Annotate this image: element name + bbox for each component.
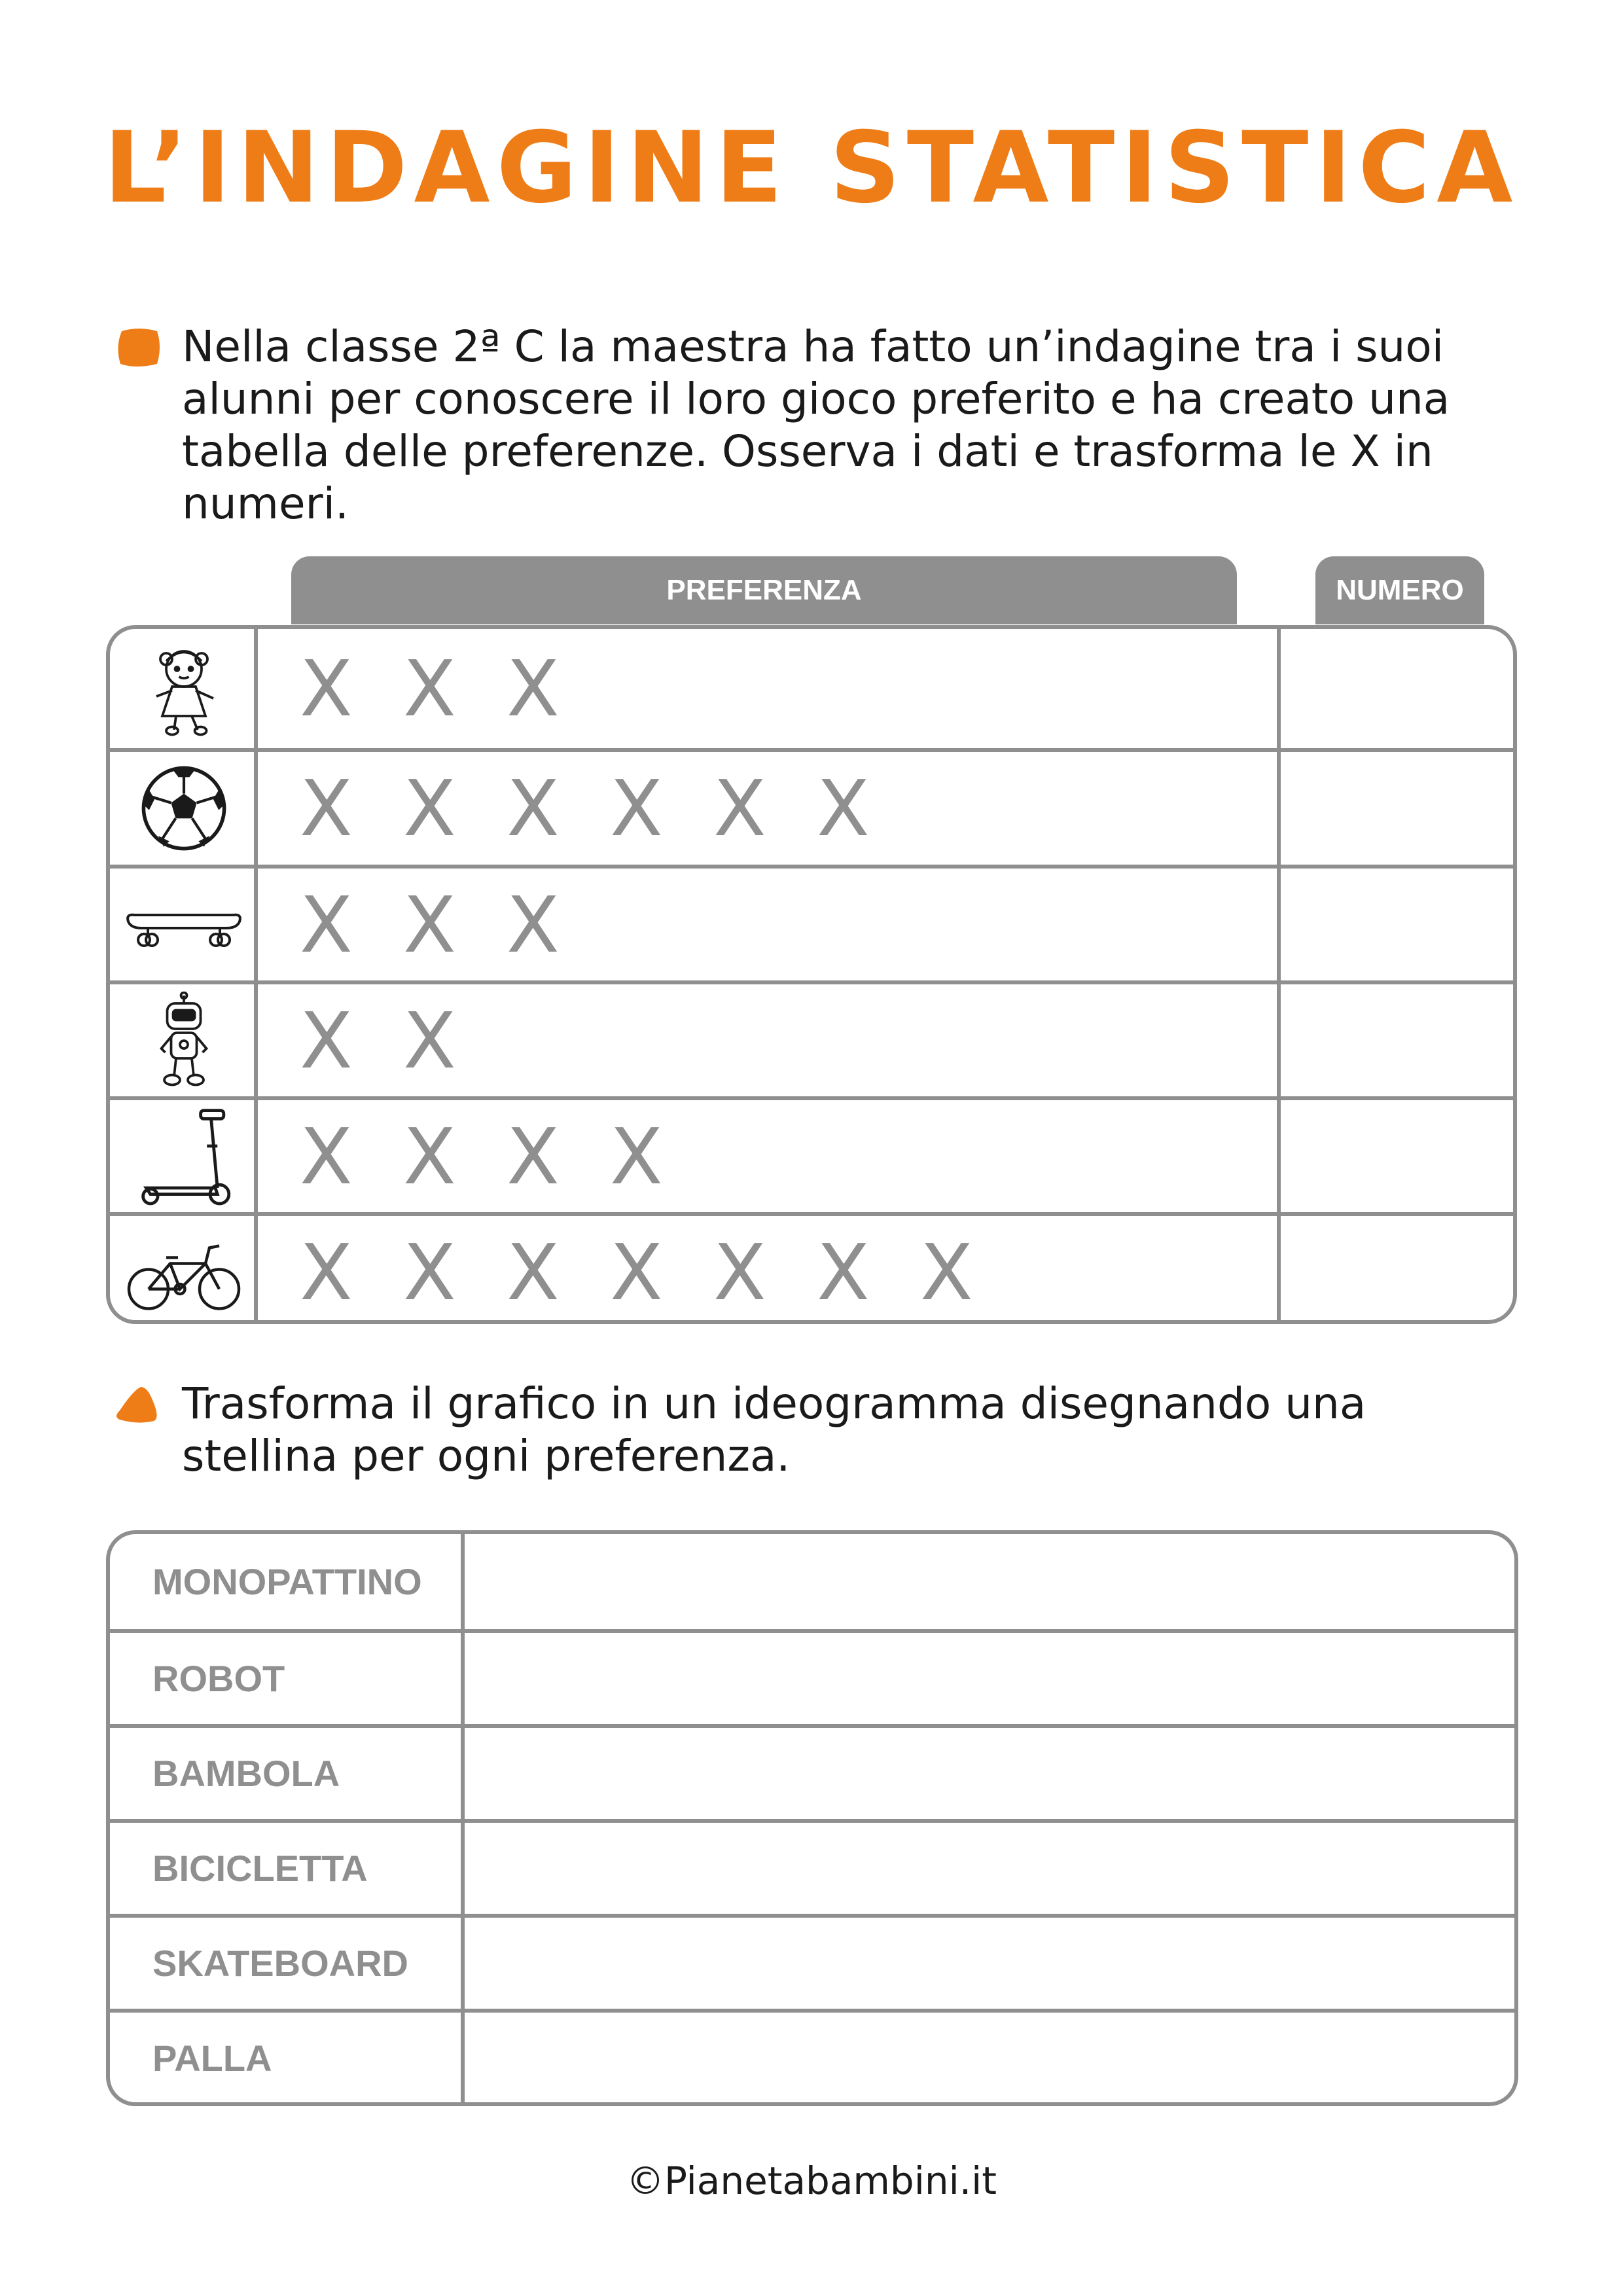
- instruction-text-1: Nella classe 2ª C la maestra ha fatto un’indagine tra i suoi alunni per conoscere il loro gioco preferito e ha creato una tabella delle preferenze. Osserva i dati e trasforma le X in numeri.: [182, 321, 1450, 529]
- orange-square-bullet-icon: [116, 327, 162, 368]
- x-mark: X: [300, 995, 353, 1086]
- instruction-text-2: Trasforma il grafico in un ideogramma disegnando una stellina per ogni preferenza.: [182, 1378, 1366, 1481]
- bicycle-icon: [125, 1230, 243, 1315]
- doll-icon: [135, 639, 233, 738]
- x-mark: X: [300, 1111, 353, 1202]
- x-mark: X: [507, 1111, 560, 1202]
- table-row: [110, 2009, 1514, 2104]
- x-mark: X: [610, 1111, 663, 1202]
- x-mark: X: [507, 763, 560, 853]
- x-mark: X: [300, 763, 353, 853]
- x-mark: X: [403, 1111, 456, 1202]
- row-label: SKATEBOARD: [152, 1943, 408, 1984]
- x-mark: X: [403, 643, 456, 734]
- skateboard-icon: [122, 895, 246, 954]
- row-label: ROBOT: [152, 1658, 285, 1699]
- x-mark: X: [507, 879, 560, 970]
- x-marks: [300, 1100, 713, 1212]
- x-mark: X: [610, 1227, 663, 1318]
- ideogram-table: [106, 1530, 1518, 2106]
- x-mark: X: [403, 995, 456, 1086]
- x-marks: [300, 869, 610, 980]
- row-label: BAMBOLA: [152, 1753, 340, 1794]
- x-mark: X: [507, 1227, 560, 1318]
- preference-table: [106, 625, 1517, 1324]
- x-marks: [300, 629, 610, 748]
- x-mark: X: [920, 1227, 973, 1318]
- x-mark: X: [403, 1227, 456, 1318]
- table-row: [110, 1629, 1514, 1724]
- table-row: [110, 1096, 1513, 1212]
- x-mark: X: [300, 1227, 353, 1318]
- x-mark: X: [713, 763, 766, 853]
- x-mark: X: [817, 763, 870, 853]
- table-row: [110, 1914, 1514, 2009]
- x-mark: X: [507, 643, 560, 734]
- footer-credit: ©Pianetabambini.it: [626, 2159, 997, 2203]
- x-mark: X: [403, 879, 456, 970]
- table-row: [110, 748, 1513, 865]
- table-row: [110, 1212, 1513, 1324]
- x-mark: X: [713, 1227, 766, 1318]
- table-row: [110, 865, 1513, 980]
- soccer-ball-icon: [138, 762, 230, 854]
- x-marks: [300, 1216, 1024, 1324]
- table-row: [110, 1819, 1514, 1914]
- row-label: PALLA: [152, 2037, 272, 2079]
- robot-icon: [148, 992, 220, 1090]
- table-row: [110, 629, 1513, 748]
- x-marks: [300, 752, 920, 865]
- x-marks: [300, 984, 507, 1096]
- table-row: [110, 1724, 1514, 1819]
- x-mark: X: [817, 1227, 870, 1318]
- page-title: L’INDAGINE STATISTICA: [103, 111, 1520, 225]
- orange-triangle-bullet-icon: [115, 1384, 162, 1425]
- row-label: MONOPATTINO: [152, 1561, 422, 1602]
- header-numero: NUMERO: [1315, 556, 1484, 624]
- row-label: BICICLETTA: [152, 1848, 368, 1889]
- x-mark: X: [610, 763, 663, 853]
- x-mark: X: [300, 643, 353, 734]
- x-mark: X: [300, 879, 353, 970]
- header-preferenza: PREFERENZA: [291, 556, 1237, 624]
- table-row: [110, 1534, 1514, 1629]
- scooter-icon: [132, 1104, 236, 1209]
- table-row: [110, 980, 1513, 1096]
- x-mark: X: [403, 763, 456, 853]
